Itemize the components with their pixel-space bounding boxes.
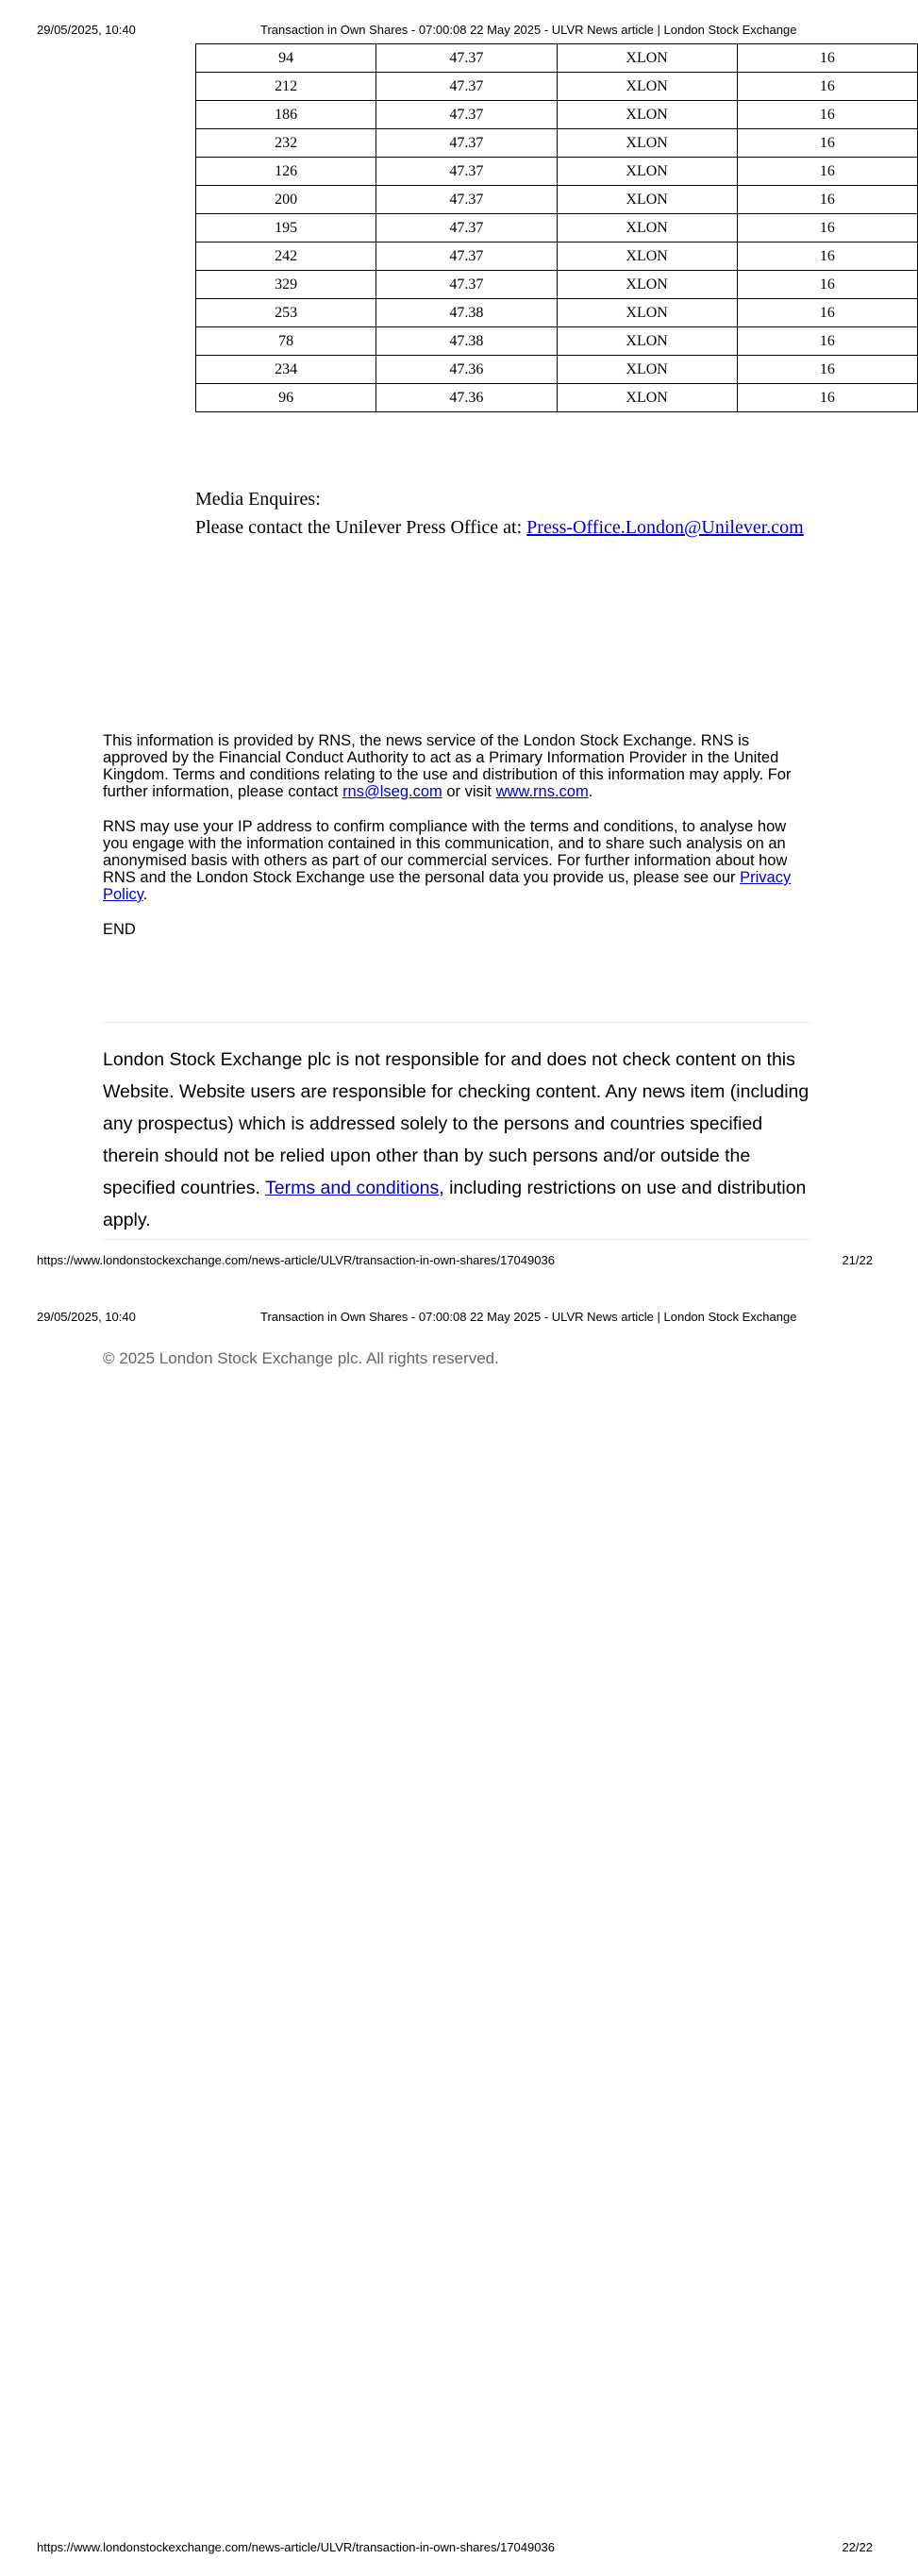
section-divider bbox=[103, 1022, 810, 1023]
table-cell: XLON bbox=[557, 129, 737, 158]
rns-p2-end: . bbox=[142, 886, 148, 903]
rns-email-link[interactable]: rns@lseg.com bbox=[342, 783, 442, 800]
table-cell: 78 bbox=[196, 327, 376, 356]
table-cell: 47.37 bbox=[376, 186, 557, 214]
table-row bbox=[196, 44, 918, 73]
rns-paragraph-2 bbox=[103, 818, 810, 903]
table-cell: 186 bbox=[196, 101, 376, 129]
table-cell: 200 bbox=[196, 186, 376, 214]
table-cell: 47.36 bbox=[376, 384, 557, 412]
table-cell: 16 bbox=[737, 214, 917, 243]
rns-info-section bbox=[103, 732, 810, 956]
table-cell: XLON bbox=[557, 327, 737, 356]
table-cell: 242 bbox=[196, 243, 376, 271]
table-cell: 16 bbox=[737, 356, 917, 384]
table-cell: XLON bbox=[557, 243, 737, 271]
table-row bbox=[196, 101, 918, 129]
table-row bbox=[196, 214, 918, 243]
trades-table-container bbox=[195, 43, 835, 434]
table-row bbox=[196, 356, 918, 384]
table-cell: 16 bbox=[737, 327, 917, 356]
table-cell: 47.37 bbox=[376, 158, 557, 186]
table-cell: XLON bbox=[557, 384, 737, 412]
table-cell: 232 bbox=[196, 129, 376, 158]
table-cell: 16 bbox=[737, 129, 917, 158]
print-footer-page-number: 21/22 bbox=[842, 1253, 873, 1267]
table-cell: XLON bbox=[557, 101, 737, 129]
table-cell: 16 bbox=[737, 271, 917, 299]
print-header-title: Transaction in Own Shares - 07:00:08 22 May 2025 - ULVR News article | London Stock Exchange bbox=[260, 23, 797, 37]
section-divider-bottom bbox=[103, 1239, 810, 1240]
table-row bbox=[196, 186, 918, 214]
print-footer-url-page2: https://www.londonstockexchange.com/news-article/ULVR/transaction-in-own-shares/17049036 bbox=[37, 2540, 555, 2554]
lse-disclaimer bbox=[103, 1044, 810, 1236]
table-cell: 47.38 bbox=[376, 299, 557, 327]
table-cell: XLON bbox=[557, 299, 737, 327]
table-cell: 94 bbox=[196, 44, 376, 73]
table-row bbox=[196, 327, 918, 356]
table-cell: 16 bbox=[737, 101, 917, 129]
table-row bbox=[196, 271, 918, 299]
table-cell: 47.37 bbox=[376, 129, 557, 158]
rns-paragraph-1 bbox=[103, 732, 810, 800]
table-cell: 212 bbox=[196, 73, 376, 101]
table-cell: 195 bbox=[196, 214, 376, 243]
print-footer-page-number-page2: 22/22 bbox=[842, 2540, 873, 2554]
table-cell: 47.36 bbox=[376, 356, 557, 384]
table-cell: 16 bbox=[737, 299, 917, 327]
table-cell: XLON bbox=[557, 356, 737, 384]
table-cell: 16 bbox=[737, 186, 917, 214]
media-contact-prefix: Please contact the Unilever Press Office at: bbox=[195, 517, 527, 538]
table-cell: XLON bbox=[557, 186, 737, 214]
rns-p2-text: RNS may use your IP address to confirm compliance with the terms and conditions, to analyse how you engage with the information contained in this communication, and to share such analysis on an anonymised basis with others as part of our commercial services. For further information about how RNS and the London Stock Exchange use the personal data you provide us, please see our bbox=[103, 818, 788, 886]
table-cell: 47.37 bbox=[376, 73, 557, 101]
print-header-date-page2: 29/05/2025, 10:40 bbox=[37, 1310, 136, 1324]
table-cell: 47.37 bbox=[376, 214, 557, 243]
print-header-title-page2: Transaction in Own Shares - 07:00:08 22 May 2025 - ULVR News article | London Stock Exchange bbox=[260, 1310, 797, 1324]
table-cell: 16 bbox=[737, 384, 917, 412]
print-footer-url: https://www.londonstockexchange.com/news-article/ULVR/transaction-in-own-shares/17049036 bbox=[37, 1253, 555, 1267]
print-header-date: 29/05/2025, 10:40 bbox=[37, 23, 136, 37]
table-cell: 47.37 bbox=[376, 101, 557, 129]
table-cell: 126 bbox=[196, 158, 376, 186]
table-cell: 47.37 bbox=[376, 44, 557, 73]
table-cell: 329 bbox=[196, 271, 376, 299]
table-cell: 16 bbox=[737, 158, 917, 186]
table-row bbox=[196, 299, 918, 327]
privacy-policy-link[interactable]: Privacy Policy bbox=[103, 869, 792, 903]
table-row bbox=[196, 384, 918, 412]
table-row bbox=[196, 129, 918, 158]
table-cell: 47.38 bbox=[376, 327, 557, 356]
media-enquiries-heading: Media Enquires: bbox=[195, 489, 321, 510]
rns-p1-mid: or visit bbox=[442, 783, 496, 800]
table-cell: XLON bbox=[557, 73, 737, 101]
disclaimer-text: London Stock Exchange plc is not responsible for and does not check content on this Website. Website users are responsible for checking content. Any news item (including any prospectus) which is addressed solely to the persons and countries specified therein should not be relied upon other than by such persons and/or outside the specified countries. bbox=[103, 1049, 810, 1198]
table-cell: 47.37 bbox=[376, 271, 557, 299]
table-row bbox=[196, 73, 918, 101]
table-cell: XLON bbox=[557, 271, 737, 299]
rns-website-link[interactable]: www.rns.com bbox=[495, 783, 589, 800]
table-row bbox=[196, 158, 918, 186]
rns-p1-end: . bbox=[588, 783, 593, 800]
table-cell: 253 bbox=[196, 299, 376, 327]
table-cell: 16 bbox=[737, 44, 917, 73]
rns-p1-text: This information is provided by RNS, the news service of the London Stock Exchange. RNS is approved by the Financial Conduct Authority to act as a Primary Information Provider in the United Kingdom. Terms and conditions relating to the use and distribution of this information may apply. For further information, please contact bbox=[103, 732, 792, 800]
table-cell: 96 bbox=[196, 384, 376, 412]
table-cell: XLON bbox=[557, 44, 737, 73]
disclaimer-tail: , including restrictions on use and distribution apply. bbox=[103, 1178, 807, 1230]
table-cell: XLON bbox=[557, 214, 737, 243]
table-cell: 234 bbox=[196, 356, 376, 384]
table-cell: XLON bbox=[557, 158, 737, 186]
terms-and-conditions-link[interactable]: Terms and conditions bbox=[265, 1178, 440, 1198]
trades-table bbox=[195, 43, 918, 412]
rns-end-marker: END bbox=[103, 921, 136, 938]
table-cell: 16 bbox=[737, 73, 917, 101]
table-cell: 16 bbox=[737, 243, 917, 271]
copyright-notice: © 2025 London Stock Exchange plc. All rights reserved. bbox=[103, 1349, 499, 1367]
table-cell: 47.37 bbox=[376, 243, 557, 271]
trades-table-body bbox=[196, 44, 918, 412]
media-contact-line bbox=[195, 517, 804, 539]
table-row bbox=[196, 243, 918, 271]
press-office-email-link[interactable]: Press-Office.London@Unilever.com bbox=[526, 517, 804, 538]
